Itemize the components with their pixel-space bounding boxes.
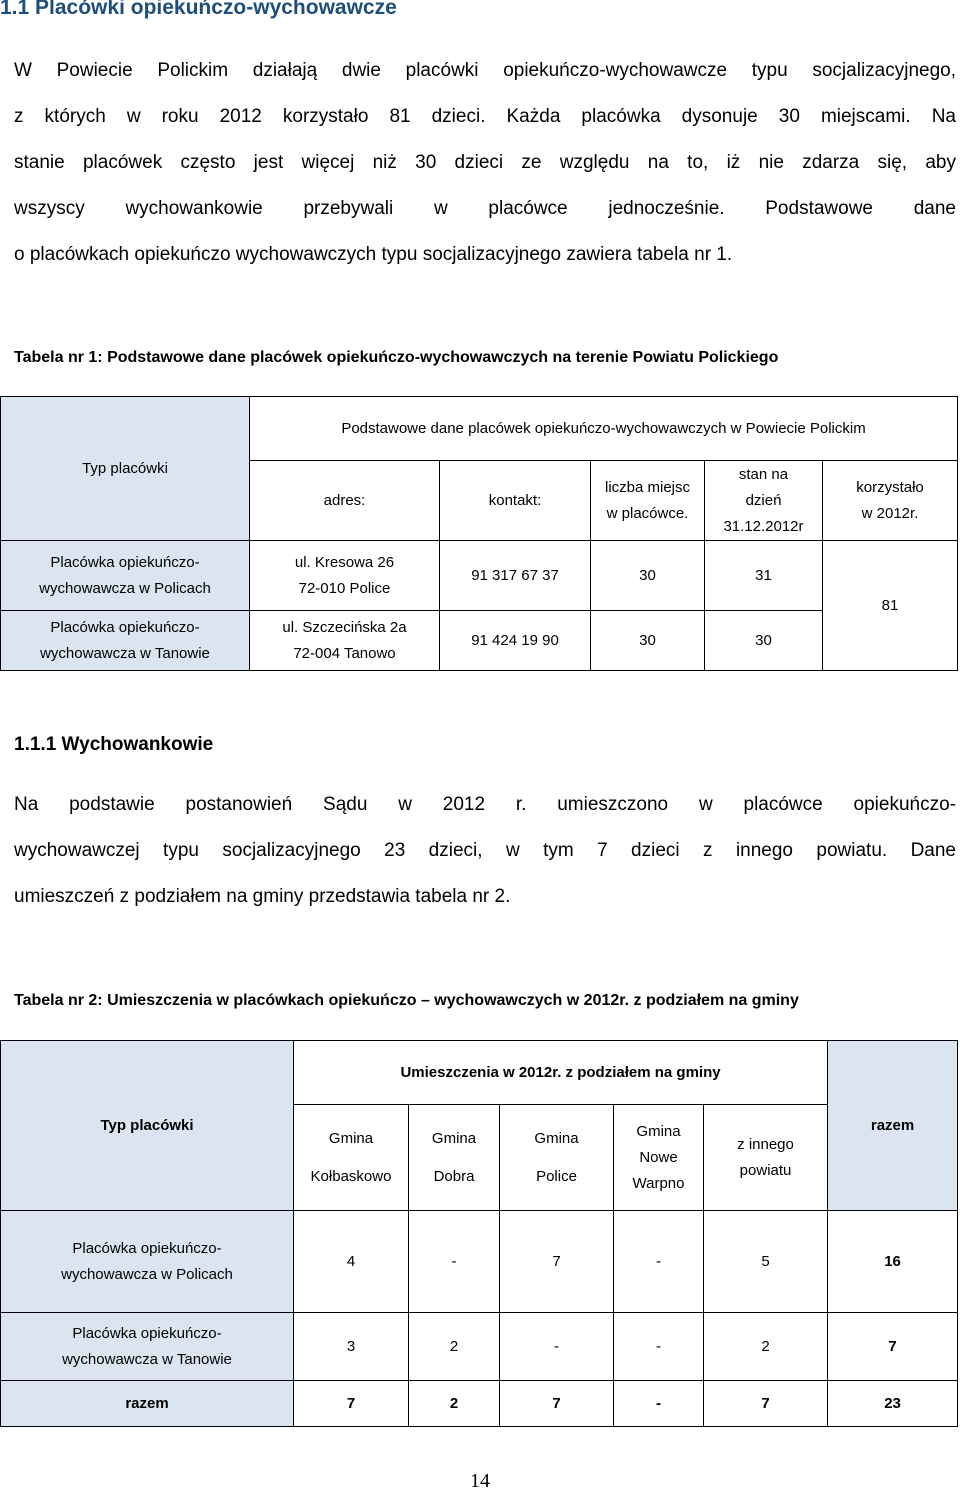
table2-cell: 7 — [500, 1211, 614, 1313]
placement-paragraph — [14, 782, 956, 920]
table2-cell: 4 — [294, 1211, 409, 1313]
table2-total-cell: 7 — [500, 1381, 614, 1427]
paragraph-line: Na podstawie postanowień Sądu w 2012 r. umieszczono w placówce opiekuńczo- — [14, 794, 956, 815]
table-row-total — [1, 1381, 958, 1427]
table1-header-kontakt: kontakt: — [440, 461, 591, 541]
table2-caption: Tabela nr 2: Umieszczenia w placówkach opiekuńczo – wychowawczych w 2012r. z podziałem na gminy — [14, 992, 799, 1009]
paragraph-line: z których w roku 2012 korzystało 81 dzieci. Każda placówka dysonuje 30 miejscami. Na — [14, 106, 956, 127]
table1-cell-stan: 30 — [705, 611, 823, 671]
table-row — [1, 611, 958, 671]
table2-cell: - — [500, 1313, 614, 1381]
table2-type-header: Typ placówki — [1, 1041, 294, 1211]
intro-paragraph — [14, 48, 956, 278]
table2 — [0, 1040, 958, 1427]
table-row — [1, 541, 958, 611]
paragraph-line: umieszczeń z podziałem na gminy przedstawia tabela nr 2. — [14, 886, 511, 907]
page-number: 14 — [470, 1470, 490, 1492]
table2-total-cell: 2 — [409, 1381, 500, 1427]
table2-cell: 5 — [704, 1211, 828, 1313]
table1-row-name: Placówka opiekuńczo- wychowawcza w Tanowie — [1, 611, 250, 671]
table2-header-razem: razem — [828, 1041, 958, 1211]
table1-row-name: Placówka opiekuńczo- wychowawcza w Policach — [1, 541, 250, 611]
paragraph-line: stanie placówek często jest więcej niż 30 dzieci ze względu na to, iż nie zdarza się, aby — [14, 152, 956, 173]
table2-cell: 3 — [294, 1313, 409, 1381]
table1-cell-adres: ul. Kresowa 26 72-010 Police — [250, 541, 440, 611]
table1-cell-adres: ul. Szczecińska 2a 72-004 Tanowo — [250, 611, 440, 671]
table1-type-header: Typ placówki — [1, 397, 250, 541]
table-row — [1, 1211, 958, 1313]
table1-header-adres: adres: — [250, 461, 440, 541]
table2-cell: 2 — [409, 1313, 500, 1381]
table2-cell: - — [614, 1211, 704, 1313]
table2-total-cell: 23 — [828, 1381, 958, 1427]
table2-group-header: Umieszczenia w 2012r. z podziałem na gminy — [294, 1041, 828, 1105]
table1-header-miejsca: liczba miejsc w placówce. — [591, 461, 705, 541]
table1-cell-kontakt: 91 317 67 37 — [440, 541, 591, 611]
table1-header-stan: stan na dzień 31.12.2012r — [705, 461, 823, 541]
table2-row-name: Placówka opiekuńczo- wychowawcza w Tanowie — [1, 1313, 294, 1381]
table-row — [1, 1313, 958, 1381]
table1-cell-miejsca: 30 — [591, 541, 705, 611]
table2-header-police: Gmina Police — [500, 1105, 614, 1211]
paragraph-line: o placówkach opiekuńczo wychowawczych typu socjalizacyjnego zawiera tabela nr 1. — [14, 244, 733, 265]
paragraph-line: W Powiecie Polickim działają dwie placówki opiekuńczo-wychowawcze typu socjalizacyjnego, — [14, 60, 956, 81]
table2-row-name: Placówka opiekuńczo- wychowawcza w Policach — [1, 1211, 294, 1313]
table2-cell: - — [409, 1211, 500, 1313]
table2-total-cell: 7 — [704, 1381, 828, 1427]
paragraph-line: wychowawczej typu socjalizacyjnego 23 dzieci, w tym 7 dzieci z innego powiatu. Dane — [14, 840, 956, 861]
table2-total-label: razem — [1, 1381, 294, 1427]
table2-cell-razem: 7 — [828, 1313, 958, 1381]
table1-cell-korzystalo: 81 — [823, 541, 958, 671]
table2-total-cell: - — [614, 1381, 704, 1427]
table1-group-header: Podstawowe dane placówek opiekuńczo-wychowawczych w Powiecie Polickim — [250, 397, 958, 461]
section-heading: 1.1 Placówki opiekuńczo-wychowawcze — [0, 0, 397, 19]
table2-header-nowe-warpno: Gmina Nowe Warpno — [614, 1105, 704, 1211]
table2-cell: 2 — [704, 1313, 828, 1381]
table1-header-korzystalo: korzystało w 2012r. — [823, 461, 958, 541]
table2-total-cell: 7 — [294, 1381, 409, 1427]
subsection-heading: 1.1.1 Wychowankowie — [14, 734, 214, 755]
table2-header-inny-powiat: z innego powiatu — [704, 1105, 828, 1211]
table1-cell-stan: 31 — [705, 541, 823, 611]
table1-cell-kontakt: 91 424 19 90 — [440, 611, 591, 671]
table2-header-kolbaskowo: Gmina Kołbaskowo — [294, 1105, 409, 1211]
table2-cell-razem: 16 — [828, 1211, 958, 1313]
table1 — [0, 396, 958, 671]
table2-header-dobra: Gmina Dobra — [409, 1105, 500, 1211]
table1-cell-miejsca: 30 — [591, 611, 705, 671]
paragraph-line: wszyscy wychowankowie przebywali w placówce jednocześnie. Podstawowe dane — [14, 198, 956, 219]
table1-caption: Tabela nr 1: Podstawowe dane placówek opiekuńczo-wychowawczych na terenie Powiatu Polickiego — [14, 349, 779, 366]
table2-cell: - — [614, 1313, 704, 1381]
